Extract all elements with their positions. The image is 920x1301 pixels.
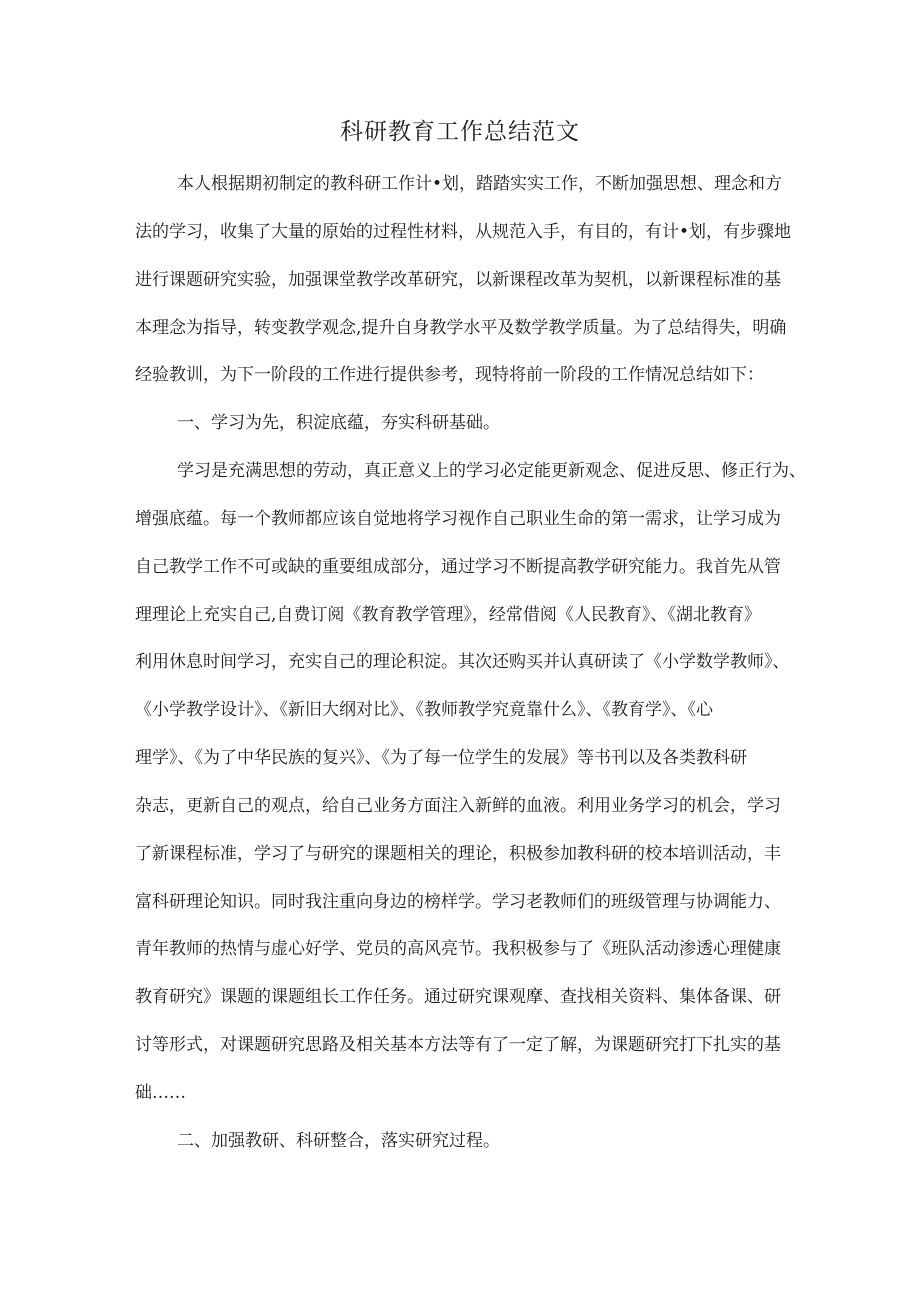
paragraph-line: 《小学教学设计》、《新旧大纲对比》、《教师教学究竟靠什么》、《教育学》、《心 [135,700,713,720]
paragraph-line: 法的学习，收集了大量的原始的过程性材料，从规范入手，有目的，有计•划，有步骤地 [135,222,792,242]
paragraph-line: 本理念为指导，转变教学观念,提升自身教学水平及数学教学质量。为了总结得失，明确 [135,318,787,338]
paragraph-line: 础…… [135,1083,186,1103]
section-heading-2: 二、加强教研、科研整合，落实研究过程。 [177,1131,500,1151]
paragraph-line: 杂志，更新自己的观点，给自己业务方面注入新鲜的血液。利用业务学习的机会，学习 [135,796,781,816]
paragraph-line: 理理论上充实自己,自费订阅《教育教学管理》，经常借阅《人民教育》、《湖北教育》 [135,605,761,625]
paragraph-line: 本人根据期初制定的教科研工作计•划，踏踏实实工作，不断加强思想、理念和方 [177,174,783,194]
section-heading-1: 一、学习为先，积淀底蕴，夯实科研基础。 [177,413,500,433]
paragraph-line: 增强底蕴。每一个教师都应该自觉地将学习视作自己职业生命的第一需求，让学习成为 [135,509,781,529]
paragraph-line: 理学》、《为了中华民族的复兴》、《为了每一位学生的发展》等书刊以及各类教科研 [135,748,747,768]
paragraph-line: 经验教训，为下一阶段的工作进行提供参考，现特将前一阶段的工作情况总结如下： [135,365,764,385]
paragraph-line: 富科研理论知识。同时我注重向身边的榜样学。学习老教师们的班级管理与协调能力、 [135,892,781,912]
document-title: 科研教育工作总结范文 [340,119,580,145]
paragraph-line: 进行课题研究实验，加强课堂教学改革研究，以新课程改革为契机，以新课程标准的基 [135,270,781,290]
paragraph-line: 了新课程标准，学习了与研究的课题相关的理论，积极参加教科研的校本培训活动，丰 [135,844,781,864]
paragraph-line: 青年教师的热情与虚心好学、党员的高风亮节。我积极参与了《班队活动渗透心理健康 [135,939,781,959]
paragraph-line: 利用休息时间学习，充实自己的理论积淀。其次还购买并认真研读了《小学数学教师》、 [135,652,790,672]
paragraph-line: 讨等形式，对课题研究思路及相关基本方法等有了一定了解，为课题研究打下扎实的基 [135,1035,781,1055]
paragraph-line: 自己教学工作不可或缺的重要组成部分，通过学习不断提高教学研究能力。我首先从管 [135,557,781,577]
paragraph-line: 教育研究》课题的课题组长工作任务。通过研究课观摩、查找相关资料、集体备课、研 [135,987,781,1007]
paragraph-line: 学习是充满思想的劳动，真正意义上的学习必定能更新观念、促进反思、修正行为、 [177,461,806,481]
